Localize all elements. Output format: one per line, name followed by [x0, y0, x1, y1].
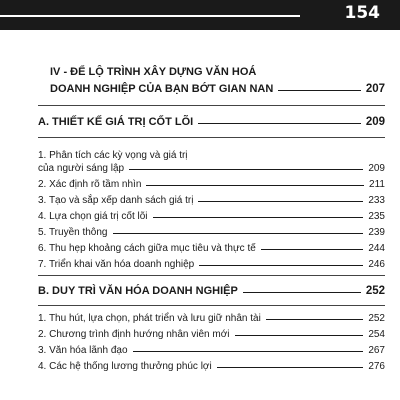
toc-page-number: 209: [365, 116, 385, 128]
toc-item-label: của người sáng lập: [38, 163, 125, 174]
toc-page-number: 209: [368, 163, 385, 174]
leader-line: [217, 367, 364, 368]
toc-page-number: 252: [368, 313, 385, 324]
toc-page-number: 276: [368, 361, 385, 372]
divider: [38, 105, 385, 106]
header-rule: [0, 15, 300, 17]
divider: [38, 137, 385, 138]
toc-item-label: 7. Triển khai văn hóa doanh nghiệp: [38, 259, 195, 270]
part-title-text-2: DOANH NGHIỆP CỦA BẠN BỚT GIAN NAN: [50, 83, 274, 95]
toc-entry-section-b[interactable]: [38, 285, 385, 297]
toc-page-number: 239: [368, 227, 385, 238]
leader-line: [113, 233, 364, 234]
divider: [38, 305, 385, 306]
toc-entry-section-a[interactable]: [38, 116, 385, 128]
leader-line: [266, 319, 364, 320]
toc-item[interactable]: [38, 329, 385, 340]
toc-item-line: [38, 150, 385, 161]
toc-item-label: 2. Xác định rõ tầm nhìn: [38, 179, 142, 190]
toc-item-label: 4. Lựa chọn giá trị cốt lõi: [38, 211, 148, 222]
leader-line: [199, 265, 363, 266]
toc-item[interactable]: [38, 243, 385, 254]
toc-item-label: 4. Các hệ thống lương thưởng phúc lợi: [38, 361, 212, 372]
part-title-line1: [50, 66, 315, 78]
leader-line: [153, 217, 364, 218]
part-title-text-1: IV - ĐỂ LỘ TRÌNH XÂY DỰNG VĂN HOÁ: [50, 66, 257, 78]
toc-page-number: 244: [368, 243, 385, 254]
toc-item-label: 2. Chương trình định hướng nhân viên mới: [38, 329, 230, 340]
toc-page-number: 252: [365, 285, 385, 297]
section-title: B. DUY TRÌ VĂN HÓA DOANH NGHIỆP: [38, 285, 238, 297]
leader-line: [198, 123, 361, 124]
toc-item-label: 1. Phân tích các kỳ vọng và giá trị: [38, 150, 188, 161]
toc-entry-part4[interactable]: [50, 83, 385, 95]
toc-item[interactable]: [38, 179, 385, 190]
leader-line: [198, 201, 363, 202]
leader-line: [261, 249, 364, 250]
toc-item[interactable]: [38, 345, 385, 356]
toc-item-label: 6. Thu hẹp khoảng cách giữa mục tiêu và thực tế: [38, 243, 256, 254]
toc-page-number: 235: [368, 211, 385, 222]
leader-line: [243, 292, 361, 293]
leader-line: [235, 335, 364, 336]
toc-page-number: 207: [365, 83, 385, 95]
toc-item[interactable]: [38, 211, 385, 222]
toc-item[interactable]: [38, 163, 385, 174]
toc-item[interactable]: [38, 361, 385, 372]
leader-line: [133, 351, 364, 352]
toc-item-label: 5. Truyền thông: [38, 227, 108, 238]
toc-item-label: 3. Tạo và sắp xếp danh sách giá trị: [38, 195, 194, 206]
toc-page-number: 246: [368, 259, 385, 270]
divider: [38, 275, 385, 276]
header-bar: [0, 0, 400, 30]
toc-page-number: 267: [368, 345, 385, 356]
toc-page-number: 233: [368, 195, 385, 206]
toc-item[interactable]: [38, 227, 385, 238]
toc-item[interactable]: [38, 313, 385, 324]
section-title: A. THIẾT KẾ GIÁ TRỊ CỐT LÕI: [38, 116, 194, 128]
leader-line: [278, 90, 361, 91]
toc-item-label: 1. Thu hút, lựa chọn, phát triển và lưu giữ nhân tài: [38, 313, 261, 324]
leader-line: [146, 185, 364, 186]
toc-item[interactable]: [38, 259, 385, 270]
toc-item-label: 3. Văn hóa lãnh đạo: [38, 345, 128, 356]
toc-page-number: 254: [368, 329, 385, 340]
leader-line: [129, 169, 363, 170]
toc-page-number: 211: [369, 179, 385, 190]
toc-item[interactable]: [38, 195, 385, 206]
page-number: 154: [344, 3, 380, 23]
